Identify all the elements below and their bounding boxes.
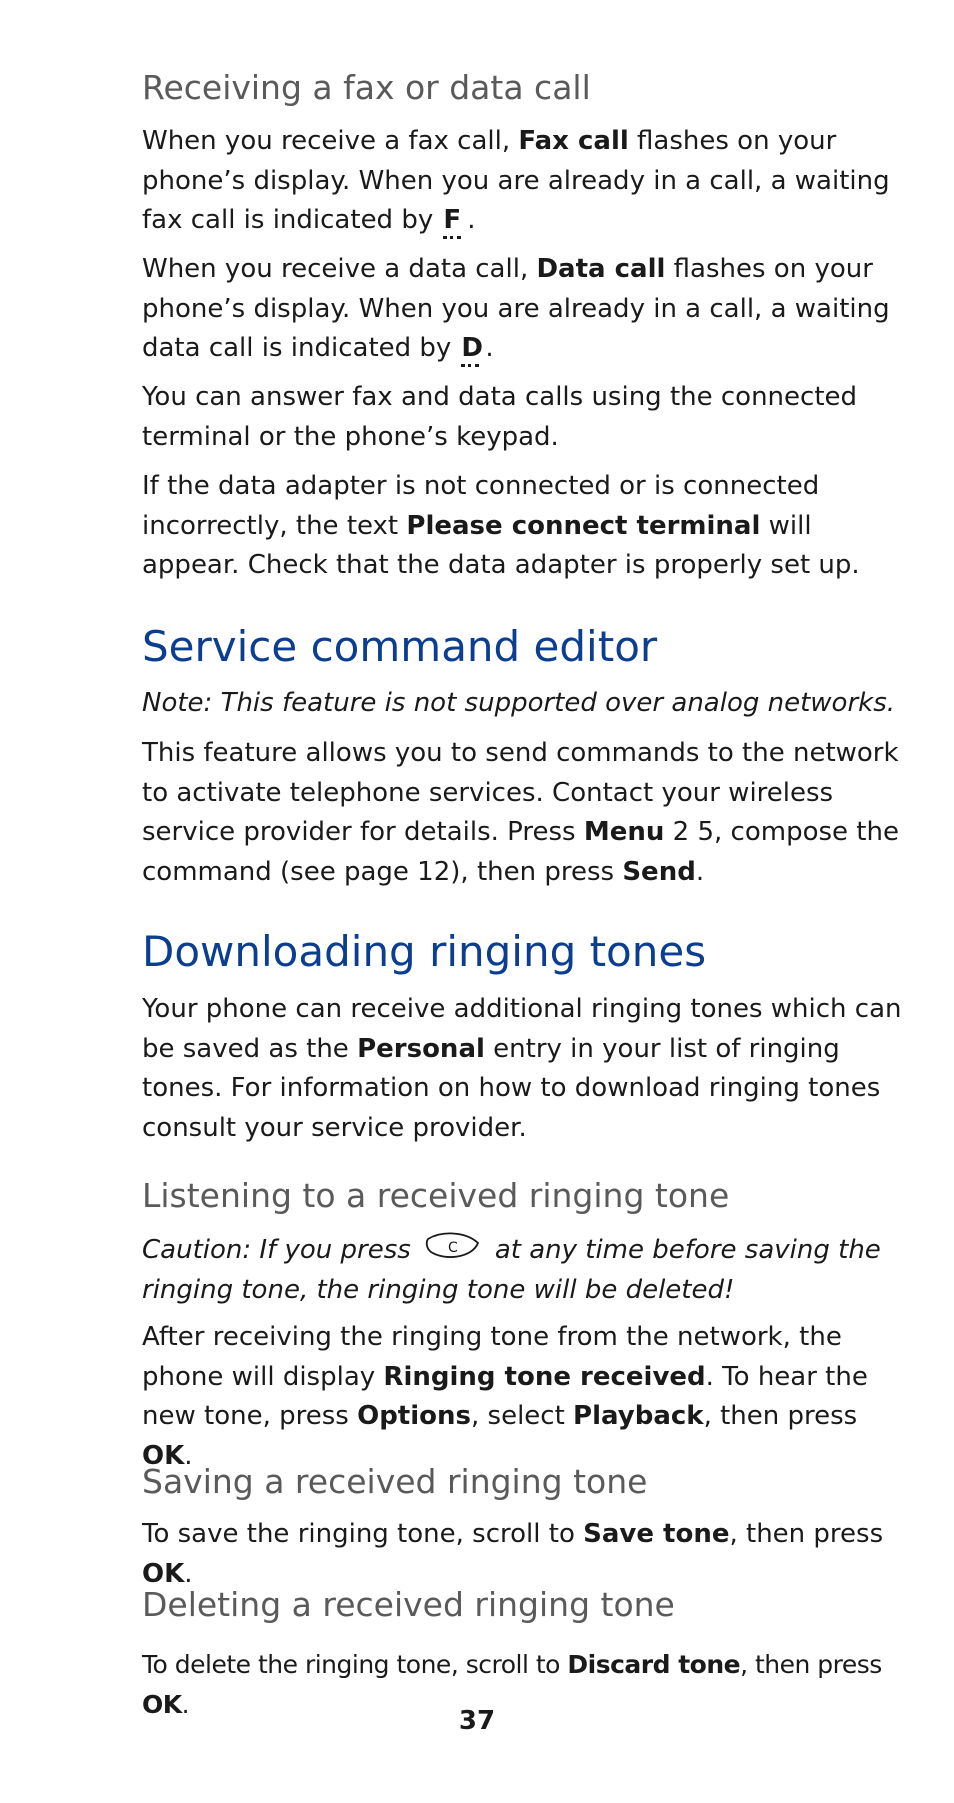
term-ok: OK [142, 1689, 182, 1719]
term-ok: OK [142, 1440, 185, 1471]
heading-listening-ringing-tone: Listening to a received ringing tone [142, 1176, 730, 1215]
paragraph-answer-calls: You can answer fax and data calls using the connected terminal or the phone’s keypad. [142, 382, 858, 452]
paragraph-service-commands: This feature allows you to send commands to the network to activate telephone services. Contact your wireless service provider for details. Press Menu 2 5, compose the command (see page 12), then press Send. [142, 738, 899, 887]
term-menu: Menu [583, 817, 665, 847]
paragraph-discard-tone: To delete the ringing tone, scroll to Discard tone, then press OK. [142, 1650, 882, 1719]
paragraph-fax-call: When you receive a fax call, Fax call flashes on your phone’s display. When you are already in a call, a waiting fax call is indicated by F . [142, 122, 902, 241]
term-ok: OK [142, 1558, 185, 1589]
clear-key-icon [425, 1230, 481, 1262]
term-ringing-tone-received: Ringing tone received [383, 1361, 706, 1392]
paragraph-playback: After receiving the ringing tone from the network, the phone will display Ringing tone received. To hear the new tone, press Options, select Playback, then press OK. [142, 1322, 868, 1471]
heading-downloading-ringing-tones: Downloading ringing tones [142, 927, 707, 976]
term-playback: Playback [573, 1401, 704, 1431]
term-please-connect-terminal: Please connect terminal [406, 510, 761, 541]
heading-deleting-ringing-tone: Deleting a received ringing tone [142, 1585, 675, 1624]
term-fax-call: Fax call [518, 126, 629, 156]
page-number: 37 [458, 1706, 496, 1736]
paragraph-save-tone: To save the ringing tone, scroll to Save tone, then press OK. [142, 1519, 884, 1589]
term-send: Send [622, 856, 696, 887]
paragraph-data-adapter: If the data adapter is not connected or is connected incorrectly, the text Please connect terminal will appear. Check that the data adapter is properly set up. [142, 471, 860, 580]
svg-text:C: C [447, 1240, 458, 1256]
note-analog-networks: Note: This feature is not supported over analog networks. [142, 688, 896, 718]
data-indicator-icon: D [461, 329, 479, 369]
term-discard-tone: Discard tone [567, 1650, 741, 1679]
paragraph-additional-tones: Your phone can receive additional ringing tones which can be saved as the Personal entry in your list of ringing tones. For information on how to download ringing tones consult your service provider. [142, 994, 902, 1143]
heading-saving-ringing-tone: Saving a received ringing tone [142, 1462, 648, 1501]
heading-service-command-editor: Service command editor [142, 622, 658, 671]
term-personal: Personal [357, 1033, 485, 1064]
heading-receiving-fax-data: Receiving a fax or data call [142, 68, 591, 107]
term-save-tone: Save tone [583, 1519, 730, 1549]
fax-indicator-icon: F [443, 201, 461, 241]
term-options: Options [357, 1401, 471, 1431]
caution-delete-tone: Caution: If you press C at any time before saving the ringing tone, the ringing tone will be deleted! [142, 1230, 902, 1310]
paragraph-data-call: When you receive a data call, Data call flashes on your phone’s display. When you are already in a call, a waiting data call is indicated by D. [142, 250, 902, 369]
term-data-call: Data call [536, 254, 666, 284]
